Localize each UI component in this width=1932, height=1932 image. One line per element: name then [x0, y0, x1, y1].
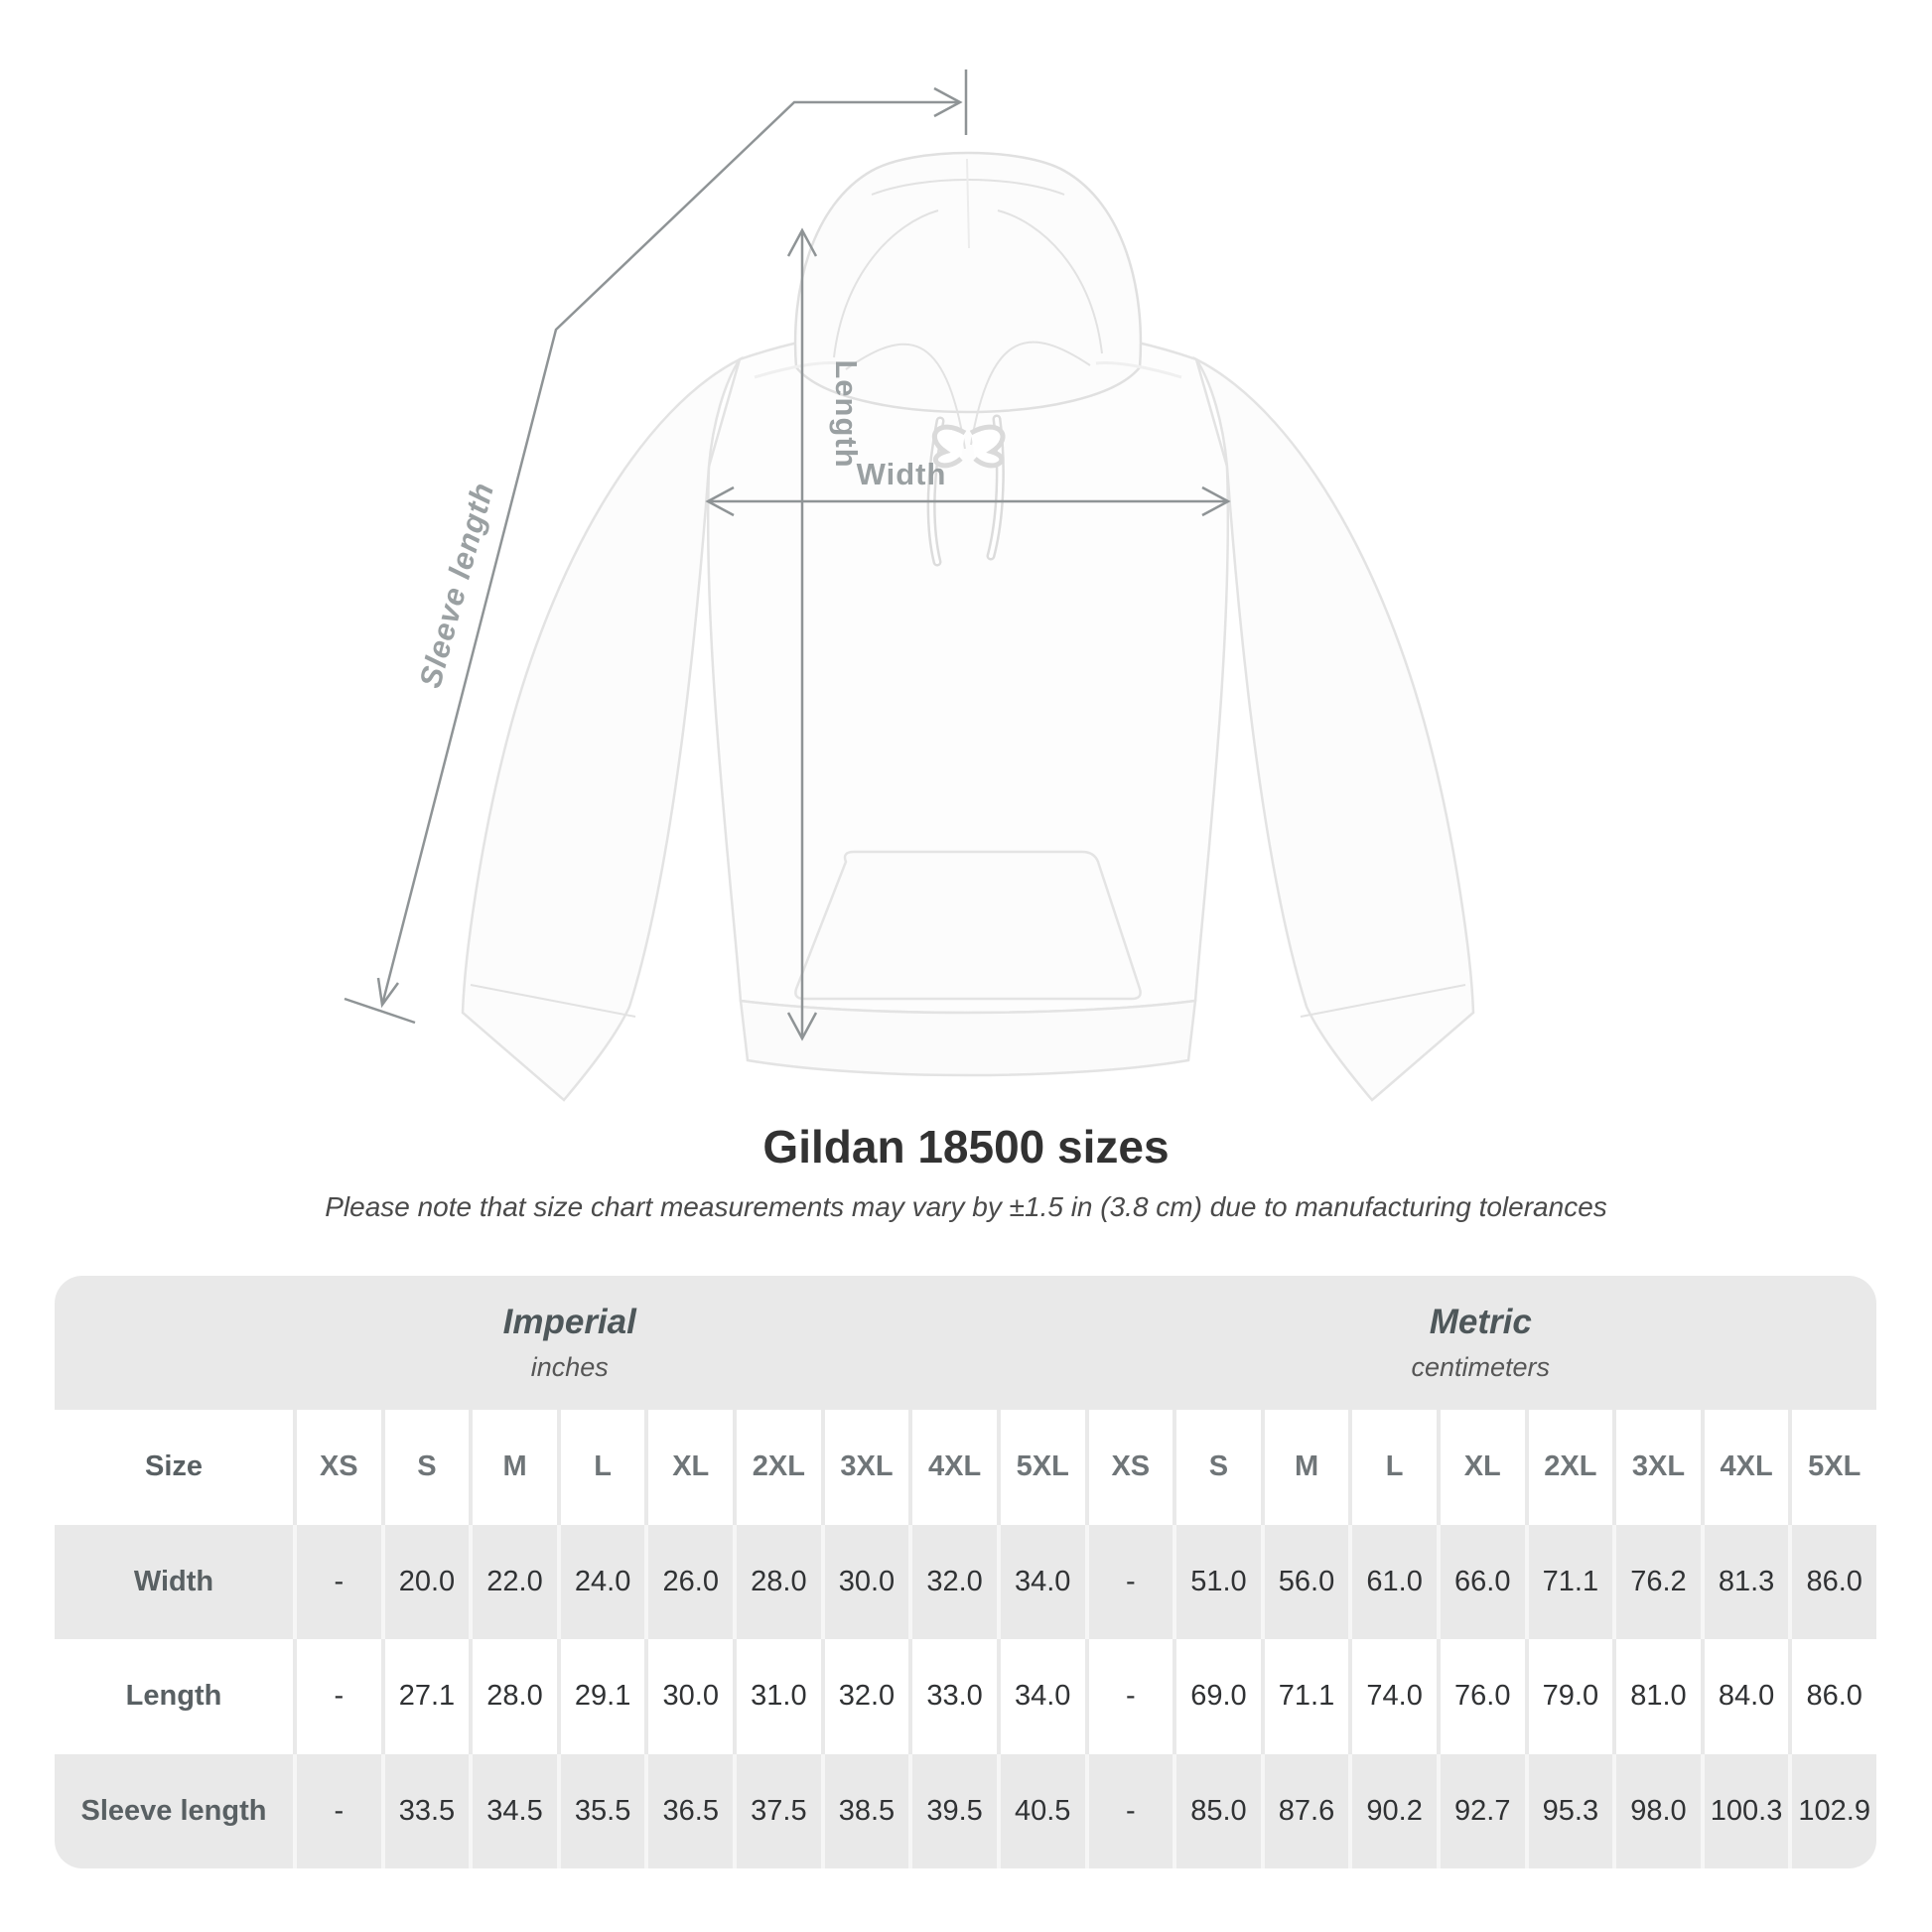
- sleeve-length-label: Sleeve length: [412, 478, 501, 692]
- size-cell: 3XL: [1612, 1410, 1701, 1525]
- value-cell: -: [1085, 1754, 1173, 1869]
- size-cell: XL: [1437, 1410, 1525, 1525]
- value-cell: 32.0: [908, 1525, 997, 1640]
- value-cell: 30.0: [644, 1639, 733, 1754]
- value-cell: 84.0: [1701, 1639, 1789, 1754]
- value-cell: -: [293, 1754, 381, 1869]
- value-cell: 32.0: [821, 1639, 909, 1754]
- size-cell: 5XL: [997, 1410, 1085, 1525]
- value-cell: 51.0: [1173, 1525, 1261, 1640]
- value-cell: 26.0: [644, 1525, 733, 1640]
- hoodie-left-sleeve: [463, 359, 740, 1100]
- value-cell: 20.0: [381, 1525, 470, 1640]
- value-cell: 35.5: [557, 1754, 645, 1869]
- size-cell: 2XL: [1525, 1410, 1613, 1525]
- value-cell: 92.7: [1437, 1754, 1525, 1869]
- size-cell: S: [1173, 1410, 1261, 1525]
- value-cell: 79.0: [1525, 1639, 1613, 1754]
- sleeve-length-row: [55, 1754, 1876, 1869]
- value-cell: 27.1: [381, 1639, 470, 1754]
- value-cell: 34.0: [997, 1639, 1085, 1754]
- hoodie-hem-band: [741, 1001, 1195, 1075]
- length-row: [55, 1639, 1876, 1754]
- imperial-group-header: [55, 1276, 1085, 1410]
- value-cell: 38.5: [821, 1754, 909, 1869]
- value-cell: 69.0: [1173, 1639, 1261, 1754]
- value-cell: 71.1: [1525, 1525, 1613, 1640]
- value-cell: 30.0: [821, 1525, 909, 1640]
- metric-group-header: [1085, 1276, 1877, 1410]
- size-cell: M: [1261, 1410, 1349, 1525]
- size-cell: XL: [644, 1410, 733, 1525]
- value-cell: 34.0: [997, 1525, 1085, 1640]
- value-cell: 66.0: [1437, 1525, 1525, 1640]
- value-cell: 33.0: [908, 1639, 997, 1754]
- size-cell: M: [469, 1410, 557, 1525]
- value-cell: 86.0: [1788, 1639, 1876, 1754]
- size-chart-table: [55, 1276, 1876, 1868]
- size-cell: L: [557, 1410, 645, 1525]
- page-title: Gildan 18500 sizes: [762, 1121, 1170, 1173]
- size-cell: XS: [1085, 1410, 1173, 1525]
- value-cell: 28.0: [469, 1639, 557, 1754]
- size-cell: S: [381, 1410, 470, 1525]
- imperial-group-unit: inches: [530, 1352, 609, 1382]
- value-cell: 95.3: [1525, 1754, 1613, 1869]
- value-cell: 76.2: [1612, 1525, 1701, 1640]
- value-cell: -: [1085, 1525, 1173, 1640]
- size-cell: 3XL: [821, 1410, 909, 1525]
- title-block: [0, 1120, 1932, 1223]
- value-cell: 85.0: [1173, 1754, 1261, 1869]
- value-cell: 76.0: [1437, 1639, 1525, 1754]
- metric-group-unit: centimeters: [1411, 1352, 1551, 1382]
- value-cell: -: [1085, 1639, 1173, 1754]
- size-cell: XS: [293, 1410, 381, 1525]
- value-cell: 56.0: [1261, 1525, 1349, 1640]
- value-cell: 24.0: [557, 1525, 645, 1640]
- size-cell: 4XL: [1701, 1410, 1789, 1525]
- value-cell: 40.5: [997, 1754, 1085, 1869]
- size-cell: L: [1348, 1410, 1437, 1525]
- value-cell: -: [293, 1639, 381, 1754]
- value-cell: 37.5: [733, 1754, 821, 1869]
- value-cell: 28.0: [733, 1525, 821, 1640]
- hoodie-pocket: [795, 852, 1140, 999]
- hoodie-right-sleeve: [1196, 359, 1473, 1100]
- value-cell: 34.5: [469, 1754, 557, 1869]
- value-cell: 98.0: [1612, 1754, 1701, 1869]
- sleeve-length-bottom-tick: [345, 999, 415, 1023]
- value-cell: 102.9: [1788, 1754, 1876, 1869]
- value-cell: 74.0: [1348, 1639, 1437, 1754]
- unit-group-header: [55, 1276, 1876, 1410]
- sleeve-length-row-label: Sleeve length: [80, 1794, 267, 1827]
- value-cell: 86.0: [1788, 1525, 1876, 1640]
- value-cell: 39.5: [908, 1754, 997, 1869]
- value-cell: -: [293, 1525, 381, 1640]
- value-cell: 100.3: [1701, 1754, 1789, 1869]
- imperial-group-name: Imperial: [502, 1303, 636, 1341]
- value-cell: 29.1: [557, 1639, 645, 1754]
- size-cell: 2XL: [733, 1410, 821, 1525]
- value-cell: 81.0: [1612, 1639, 1701, 1754]
- value-cell: 61.0: [1348, 1525, 1437, 1640]
- value-cell: 81.3: [1701, 1525, 1789, 1640]
- value-cell: 31.0: [733, 1639, 821, 1754]
- size-cell: 5XL: [1788, 1410, 1876, 1525]
- value-cell: 36.5: [644, 1754, 733, 1869]
- value-cell: 90.2: [1348, 1754, 1437, 1869]
- width-label: Width: [856, 457, 947, 491]
- value-cell: 87.6: [1261, 1754, 1349, 1869]
- width-row-label: Width: [133, 1565, 214, 1597]
- value-cell: 22.0: [469, 1525, 557, 1640]
- length-label: Length: [829, 359, 864, 469]
- metric-group-name: Metric: [1429, 1303, 1532, 1341]
- size-cell: 4XL: [908, 1410, 997, 1525]
- tolerance-note: Please note that size chart measurements may vary by ±1.5 in (3.8 cm) due to manufacturing tolerances: [325, 1191, 1607, 1222]
- value-cell: 33.5: [381, 1754, 470, 1869]
- width-row: [55, 1525, 1876, 1640]
- size-header-label: Size: [144, 1450, 204, 1483]
- value-cell: 71.1: [1261, 1639, 1349, 1754]
- size-header-row: [55, 1410, 1876, 1525]
- length-row-label: Length: [125, 1680, 222, 1713]
